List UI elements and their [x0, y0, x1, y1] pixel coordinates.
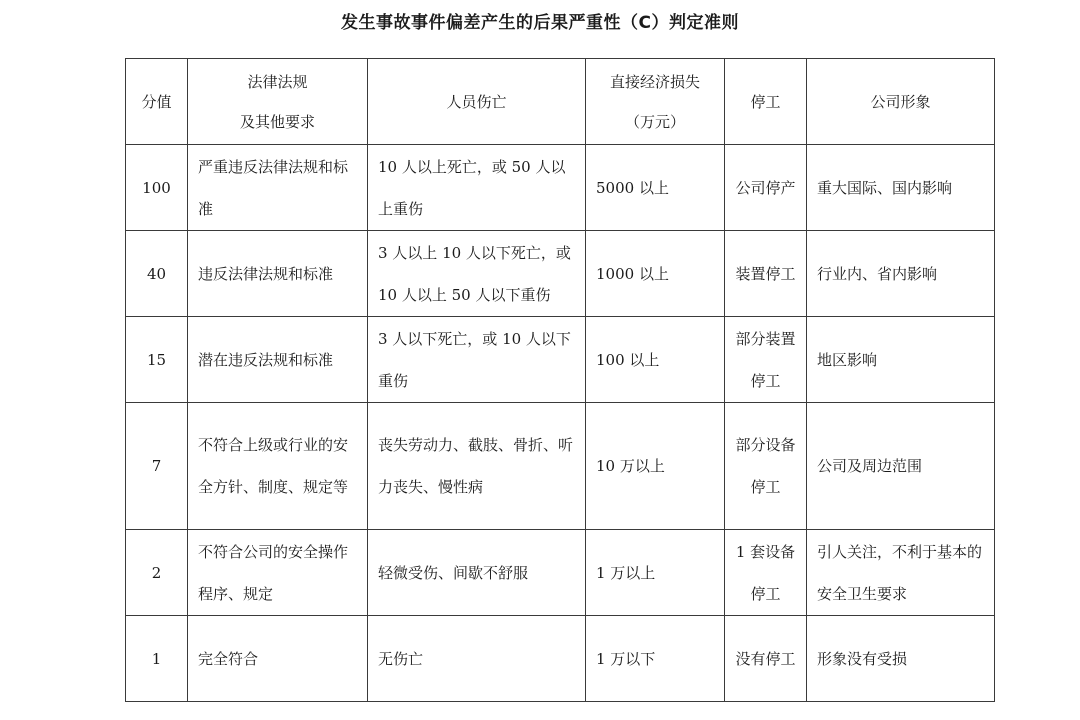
- table-row: [126, 317, 995, 403]
- cell-law: 不符合公司的安全操作程序、规定: [188, 530, 368, 616]
- cell-law: 违反法律法规和标准: [188, 231, 368, 317]
- header-law: [188, 59, 368, 145]
- cell-score: 1: [126, 616, 188, 702]
- cell-stop: 公司停产: [725, 145, 807, 231]
- cell-stop: 1 套设备停工: [725, 530, 807, 616]
- cell-casualty: 无伤亡: [368, 616, 586, 702]
- table-header-row: [126, 59, 995, 145]
- cell-loss: 1000 以上: [586, 231, 725, 317]
- cell-stop: 部分设备停工: [725, 403, 807, 530]
- header-stop: 停工: [725, 59, 807, 145]
- cell-law: 不符合上级或行业的安全方针、制度、规定等: [188, 403, 368, 530]
- table-row: [126, 403, 995, 530]
- cell-casualty: 3 人以上 10 人以下死亡，或 10 人以上 50 人以下重伤: [368, 231, 586, 317]
- page-title: 发生事故事件偏差产生的后果严重性（C）判定准则: [341, 13, 739, 33]
- cell-casualty: 10 人以上死亡，或 50 人以上重伤: [368, 145, 586, 231]
- severity-criteria-table: [125, 58, 995, 702]
- header-loss-line2: （万元）: [624, 112, 685, 131]
- cell-law: 严重违反法律法规和标准: [188, 145, 368, 231]
- cell-score: 7: [126, 403, 188, 530]
- header-image: 公司形象: [807, 59, 995, 145]
- cell-loss: 5000 以上: [586, 145, 725, 231]
- table-row: [126, 231, 995, 317]
- cell-casualty: 3 人以下死亡，或 10 人以下重伤: [368, 317, 586, 403]
- cell-image: 行业内、省内影响: [807, 231, 995, 317]
- cell-casualty: 丧失劳动力、截肢、骨折、听力丧失、慢性病: [368, 403, 586, 530]
- cell-law: 完全符合: [188, 616, 368, 702]
- cell-image: 地区影响: [807, 317, 995, 403]
- cell-stop: 没有停工: [725, 616, 807, 702]
- table-row: [126, 616, 995, 702]
- cell-loss: 100 以上: [586, 317, 725, 403]
- header-loss-line1: 直接经济损失: [609, 72, 700, 91]
- cell-score: 2: [126, 530, 188, 616]
- cell-casualty: 轻微受伤、间歇不舒服: [368, 530, 586, 616]
- cell-image: 重大国际、国内影响: [807, 145, 995, 231]
- table-row: [126, 145, 995, 231]
- header-law-line1: 法律法规: [247, 72, 308, 91]
- cell-loss: 1 万以上: [586, 530, 725, 616]
- cell-image: 引人关注，不利于基本的安全卫生要求: [807, 530, 995, 616]
- cell-image: 公司及周边范围: [807, 403, 995, 530]
- cell-stop: 部分装置停工: [725, 317, 807, 403]
- header-law-line2: 及其他要求: [239, 112, 315, 131]
- cell-image: 形象没有受损: [807, 616, 995, 702]
- cell-law: 潜在违反法规和标准: [188, 317, 368, 403]
- table-row: [126, 530, 995, 616]
- cell-loss: 1 万以下: [586, 616, 725, 702]
- header-score: 分值: [126, 59, 188, 145]
- cell-score: 100: [126, 145, 188, 231]
- cell-score: 40: [126, 231, 188, 317]
- cell-stop: 装置停工: [725, 231, 807, 317]
- header-casualty: 人员伤亡: [368, 59, 586, 145]
- cell-score: 15: [126, 317, 188, 403]
- cell-loss: 10 万以上: [586, 403, 725, 530]
- header-loss: [586, 59, 725, 145]
